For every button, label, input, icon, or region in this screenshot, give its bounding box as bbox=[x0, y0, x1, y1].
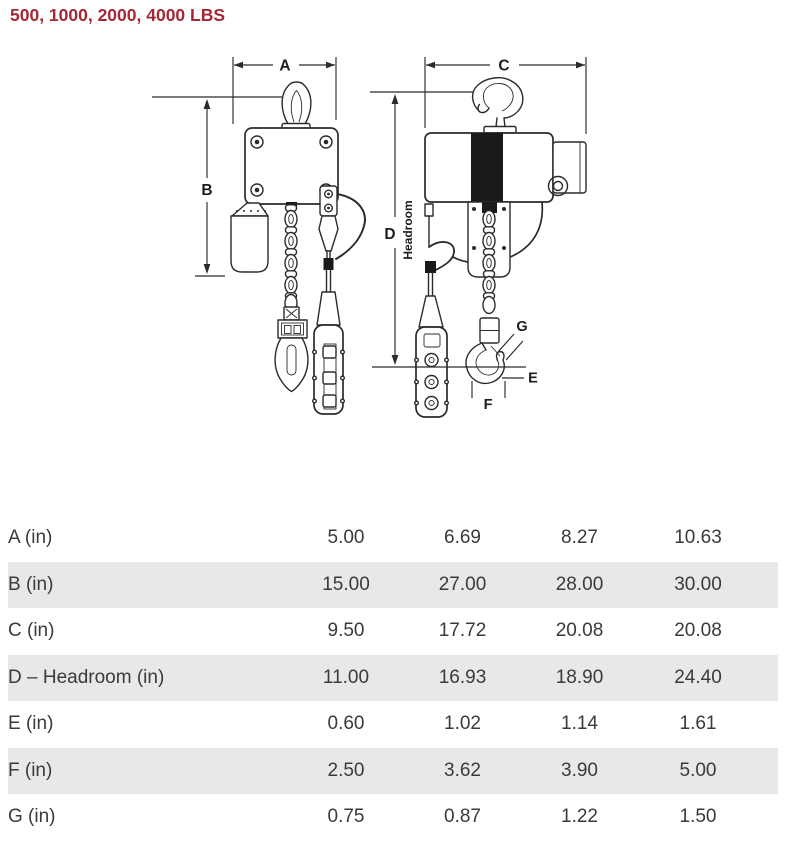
table-row bbox=[8, 608, 778, 655]
dim-c-label: C bbox=[498, 57, 510, 75]
load-chain-front bbox=[285, 202, 297, 312]
value-cell: 10.63 bbox=[674, 527, 722, 549]
bottom-hook-front-icon bbox=[275, 307, 308, 392]
dimension-spec-table bbox=[8, 515, 778, 841]
dim-g bbox=[498, 319, 528, 360]
pendant-button-up-side bbox=[425, 354, 438, 367]
value-cell: 16.93 bbox=[438, 666, 487, 688]
table-row bbox=[8, 701, 778, 748]
spacer-cell bbox=[758, 515, 778, 562]
load-chain-side bbox=[483, 211, 495, 314]
value-cell: 0.87 bbox=[444, 806, 481, 828]
value-cell: 2.50 bbox=[327, 759, 365, 781]
table-row bbox=[8, 515, 778, 562]
spacer-cell bbox=[758, 794, 778, 841]
pendant-button-front bbox=[323, 395, 336, 407]
dim-e-label: E bbox=[528, 370, 538, 387]
page-title: 500, 1000, 2000, 4000 LBS bbox=[10, 5, 226, 25]
body-band bbox=[471, 133, 503, 202]
table-row bbox=[8, 655, 778, 702]
spacer-cell bbox=[758, 608, 778, 655]
chain-bag-front bbox=[231, 203, 268, 272]
pendant-control-front bbox=[313, 186, 365, 414]
value-cell: 30.00 bbox=[674, 573, 722, 595]
value-cell: 1.22 bbox=[561, 806, 598, 828]
table-row bbox=[8, 748, 778, 795]
spacer-cell bbox=[758, 562, 778, 609]
value-cell: 28.00 bbox=[555, 573, 604, 595]
value-cell: 9.50 bbox=[327, 620, 365, 642]
top-hook-front-icon bbox=[282, 82, 311, 130]
pendant-button-up-front bbox=[323, 346, 336, 358]
row-label: D – Headroom (in) bbox=[8, 666, 165, 688]
value-cell: 0.75 bbox=[327, 806, 365, 828]
value-cell: 17.72 bbox=[438, 620, 487, 642]
pendant-button-side bbox=[425, 397, 438, 410]
value-cell: 18.90 bbox=[555, 666, 604, 688]
value-cell: 5.00 bbox=[327, 527, 365, 549]
row-label: C (in) bbox=[8, 620, 55, 642]
hoist-body-side bbox=[425, 133, 553, 202]
row-label: B (in) bbox=[8, 573, 54, 595]
value-cell: 11.00 bbox=[322, 666, 370, 688]
pendant-control-side bbox=[415, 204, 454, 417]
row-label: E (in) bbox=[8, 713, 54, 735]
spacer-cell bbox=[758, 748, 778, 795]
dim-e bbox=[502, 371, 538, 387]
headroom-label: Headroom bbox=[401, 200, 415, 260]
value-cell: 1.50 bbox=[679, 806, 717, 828]
value-cell: 8.27 bbox=[561, 527, 598, 549]
value-cell: 1.14 bbox=[561, 713, 598, 735]
dim-g-label: G bbox=[516, 319, 528, 335]
value-cell: 20.08 bbox=[674, 620, 722, 642]
value-cell: 6.69 bbox=[444, 527, 481, 549]
value-cell: 0.60 bbox=[327, 713, 365, 735]
table-row bbox=[8, 794, 778, 841]
top-hook-side-icon bbox=[473, 78, 523, 133]
dim-b-label: B bbox=[201, 182, 213, 199]
dim-d-label: D bbox=[384, 226, 396, 243]
side-view-diagram bbox=[370, 57, 586, 417]
spacer-cell bbox=[758, 655, 778, 702]
motor-housing bbox=[549, 142, 587, 196]
front-view-diagram bbox=[152, 57, 365, 414]
spacer-cell bbox=[758, 701, 778, 748]
value-cell: 1.02 bbox=[444, 713, 481, 735]
value-cell: 15.00 bbox=[322, 573, 370, 595]
value-cell: 24.40 bbox=[674, 666, 722, 688]
value-cell: 1.61 bbox=[679, 713, 717, 735]
value-cell: 27.00 bbox=[438, 573, 487, 595]
dim-a-label: A bbox=[279, 57, 291, 75]
value-cell: 5.00 bbox=[679, 759, 717, 781]
row-label: G (in) bbox=[8, 806, 56, 828]
value-cell: 3.90 bbox=[561, 759, 598, 781]
row-label: A (in) bbox=[8, 527, 53, 549]
value-cell: 20.08 bbox=[555, 620, 604, 642]
row-label: F (in) bbox=[8, 759, 53, 781]
value-cell: 3.62 bbox=[444, 759, 481, 781]
dim-f-label: F bbox=[483, 397, 493, 413]
pendant-button-down-front bbox=[323, 372, 336, 384]
pendant-button-down-side bbox=[425, 376, 438, 389]
dim-f bbox=[472, 381, 505, 413]
table-row bbox=[8, 562, 778, 609]
